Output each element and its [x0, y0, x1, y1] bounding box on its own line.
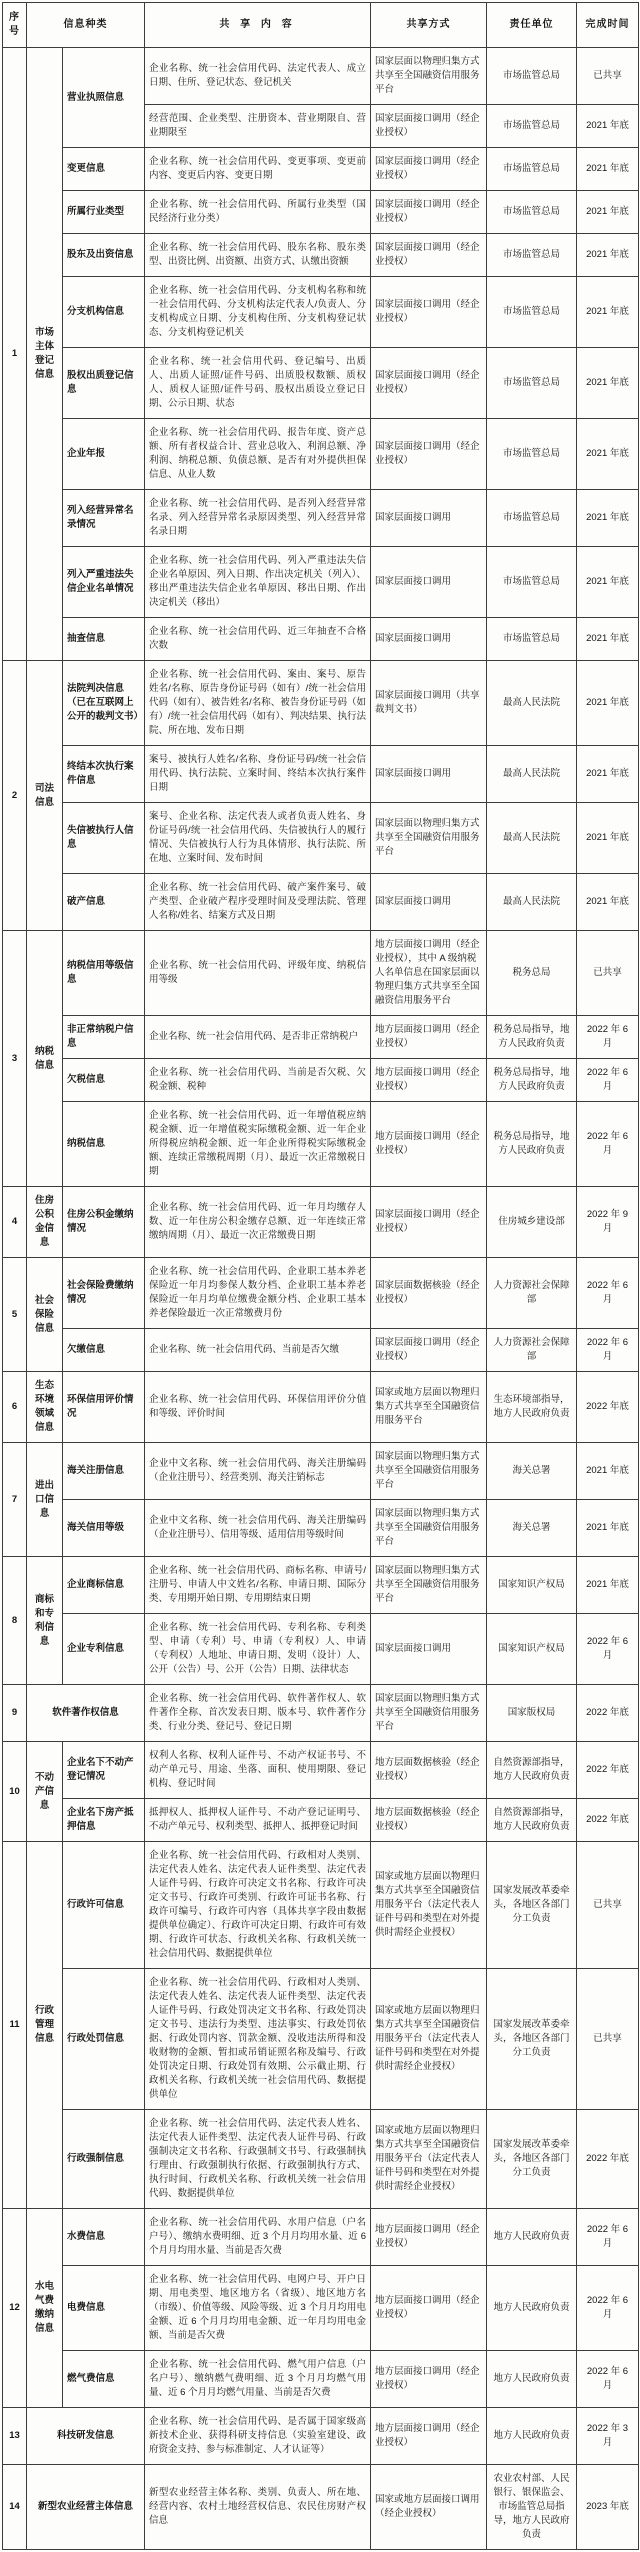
info-type: 企业年报 [63, 419, 145, 490]
completion-time: 2022 年 6 月 [577, 1016, 639, 1059]
responsible-unit: 税务总局 [487, 931, 577, 1016]
info-type: 纳税信息 [63, 1102, 145, 1187]
completion-time: 2021 年底 [577, 234, 639, 277]
responsible-unit: 市场监管总局 [487, 618, 577, 661]
share-method: 地方层面接口调用（经企业授权） [371, 2209, 487, 2266]
share-content: 案号、企业名称、法定代表人或者负责人姓名、身份证号码/统一社会信用代码、失信被执行人的履行情况、失信被执行人行为具体情形、执行法院、所在地、立案时间、发布时间 [145, 803, 371, 874]
share-content: 企业名称、统一社会信用代码、案由、案号、原告姓名/名称、原告身份证号码（如有）/统一社会信用代码（如有）、被告姓名/名称、被告身份证号码（如有）/统一社会信用代码（如有）、判决结果、执行法院、所在地、发布日期 [145, 661, 371, 746]
share-method: 国家或地方层面接口调用（经企业授权） [371, 2465, 487, 2550]
table-row [3, 419, 639, 490]
table-row [3, 746, 639, 803]
info-type: 抽查信息 [63, 618, 145, 661]
completion-time: 2021 年底 [577, 490, 639, 547]
responsible-unit: 市场监管总局 [487, 348, 577, 419]
share-method: 国家或地方层面以物理归集方式共享至全国融资信用服务平台（法定代表人证件号码和类型在对外提供时需经企业授权） [371, 1969, 487, 2110]
completion-time: 2021 年底 [577, 746, 639, 803]
share-method: 地方层面接口调用（经企业授权） [371, 2266, 487, 2351]
info-type: 欠缴信息 [63, 1329, 145, 1372]
info-type: 股东及出资信息 [63, 234, 145, 277]
share-method: 国家层面接口调用（经企业授权） [371, 419, 487, 490]
share-content: 企业名称、统一社会信用代码、所属行业类型（国民经济行业分类） [145, 191, 371, 234]
completion-time: 2021 年底 [577, 348, 639, 419]
completion-time: 2022 年底 [577, 1742, 639, 1799]
info-type: 海关注册信息 [63, 1443, 145, 1500]
share-method: 国家层面接口调用（经企业授权） [371, 105, 487, 148]
group-name: 行政管理信息 [27, 1842, 63, 2209]
completion-time: 2021 年底 [577, 1443, 639, 1500]
share-content: 企业名称、统一社会信用代码、软件著作权人、软件著作全称、首次发表日期、版本号、软件著作分类、行业分类、登记号、登记日期 [145, 1685, 371, 1742]
share-content: 企业名称、统一社会信用代码、近三年抽查不合格次数 [145, 618, 371, 661]
table-row [3, 1557, 639, 1614]
share-content: 企业名称、统一社会信用代码、行政相对人类别、法定代表人姓名、法定代表人证件类型、法定代表人证件号码、行政处罚决定文书名称、行政处罚决定文书号、违法行为类型、违法事实、行政处罚依据、行政处罚内容、罚款金额、没收违法所得和没收财物的金额、暂扣或吊销证照名称及编号、行政处罚决定日期、行政处罚有效期、公示截止期、行政机关名称、行政机关统一社会信用代码、数据提供单位 [145, 1969, 371, 2110]
completion-time: 已共享 [577, 48, 639, 105]
row-serial-number: 12 [3, 2209, 27, 2408]
responsible-unit: 国家知识产权局 [487, 1614, 577, 1685]
group-name: 司法信息 [27, 661, 63, 931]
row-serial-number: 7 [3, 1443, 27, 1557]
completion-time: 已共享 [577, 931, 639, 1016]
info-type: 营业执照信息 [63, 48, 145, 148]
share-method: 地方层面接口调用（经企业授权） [371, 1102, 487, 1187]
info-type: 住房公积金缴纳情况 [63, 1187, 145, 1258]
completion-time: 2022 年 6 月 [577, 1258, 639, 1329]
table-row [3, 1969, 639, 2110]
group-name: 软件著作权信息 [27, 1685, 145, 1742]
share-method: 国家层面接口调用 [371, 547, 487, 618]
completion-time: 已共享 [577, 1969, 639, 2110]
responsible-unit: 最高人民法院 [487, 803, 577, 874]
row-serial-number: 14 [3, 2465, 27, 2550]
table-row [3, 148, 639, 191]
row-serial-number: 11 [3, 1842, 27, 2209]
table-row [3, 1842, 639, 1969]
info-type: 企业名下房产抵押信息 [63, 1799, 145, 1842]
info-type: 企业名下不动产登记情况 [63, 1742, 145, 1799]
info-type: 纳税信用等级信息 [63, 931, 145, 1016]
table-row [3, 234, 639, 277]
responsible-unit: 人力资源社会保障部 [487, 1258, 577, 1329]
row-serial-number: 10 [3, 1742, 27, 1842]
responsible-unit: 市场监管总局 [487, 105, 577, 148]
responsible-unit: 住房城乡建设部 [487, 1187, 577, 1258]
row-serial-number: 5 [3, 1258, 27, 1372]
share-content: 企业名称、统一社会信用代码、燃气用户信息（户名户号）、缴纳燃气费明细、近 3 个月月均燃气用量、近 6 个月月均燃气用量、当前是否欠费 [145, 2351, 371, 2408]
row-serial-number: 3 [3, 931, 27, 1187]
completion-time: 2021 年底 [577, 191, 639, 234]
share-method: 国家层面以物理归集方式共享至全国融资信用服务平台 [371, 1500, 487, 1557]
completion-time: 2021 年底 [577, 1557, 639, 1614]
group-name: 进出口信息 [27, 1443, 63, 1557]
info-type: 行政强制信息 [63, 2110, 145, 2209]
completion-time: 2021 年底 [577, 661, 639, 746]
table-row [3, 618, 639, 661]
table-row [3, 348, 639, 419]
share-content: 企业名称、统一社会信用代码、电网户号、开户日期、用电类型、地区地方名（省级）、地区地方名（市级）、价值等级、风险等级、近 3 个月月均用电金额、近 6 个月月均用电金额、近一年月均用电金额、当前是否欠费 [145, 2266, 371, 2351]
header-row [3, 3, 639, 48]
table-row [3, 2110, 639, 2209]
share-method: 国家层面接口调用 [371, 1614, 487, 1685]
share-method: 国家或地方层面以物理归集方式共享至全国融资信用服务平台（法定代表人证件号码和类型在对外提供时需经企业授权） [371, 1842, 487, 1969]
completion-time: 2022 年底 [577, 1685, 639, 1742]
table-row [3, 2266, 639, 2351]
share-content: 权利人名称、权利人证件号、不动产权证书号、不动产单元号、用途、坐落、面积、使用期限、登记机构、登记时间 [145, 1742, 371, 1799]
share-content: 企业名称、统一社会信用代码、近一年增值税应纳税金额、近一年增值税实际缴税金额、近一年企业所得税应纳税金额、近一年企业所得税实际缴税金额、连续正常缴税周期（月）、最近一次正常缴税日期 [145, 1102, 371, 1187]
table-row [3, 191, 639, 234]
share-content: 企业名称、统一社会信用代码、是否非正常纳税户 [145, 1016, 371, 1059]
header-serial-number: 序号 [3, 3, 27, 48]
responsible-unit: 税务总局指导，地方人民政府负责 [487, 1102, 577, 1187]
completion-time: 2022 年底 [577, 2110, 639, 2209]
share-method: 地方层面接口调用（经企业授权） [371, 1059, 487, 1102]
share-method: 国家或地方层面以物理归集方式共享至全国融资信用服务平台 [371, 1372, 487, 1443]
responsible-unit: 生态环境部指导，地方人民政府负责 [487, 1372, 577, 1443]
share-content: 新型农业经营主体名称、类别、负责人、所在地、经营内容、农村土地经营权信息、农民住房财产权信息 [145, 2465, 371, 2550]
completion-time: 2022 年 6 月 [577, 1614, 639, 1685]
row-serial-number: 4 [3, 1187, 27, 1258]
group-name: 商标和专利信息 [27, 1557, 63, 1685]
share-content: 企业名称、统一社会信用代码、变更事项、变更前内容、变更后内容、变更日期 [145, 148, 371, 191]
info-type: 所属行业类型 [63, 191, 145, 234]
share-content: 企业名称、统一社会信用代码、法定代表人姓名、法定代表人证件类型、法定代表人证件号码、行政强制决定文书名称、行政强制文书号、行政强制执行理由、行政强制执行依据、行政强制执行方式、执行时间、行政机关名称、行政机关统一社会信用代码、数据提供单位 [145, 2110, 371, 2209]
responsible-unit: 税务总局指导，地方人民政府负责 [487, 1059, 577, 1102]
completion-time: 2022 年 6 月 [577, 1059, 639, 1102]
row-serial-number: 13 [3, 2408, 27, 2465]
share-method: 地方层面接口调用（经企业授权） [371, 1016, 487, 1059]
header-info-type: 信息种类 [27, 3, 145, 48]
completion-time: 2021 年底 [577, 803, 639, 874]
share-method: 国家层面以物理归集方式共享至全国融资信用服务平台 [371, 48, 487, 105]
share-content: 企业名称、统一社会信用代码、报告年度、资产总额、所有者权益合计、营业总收入、利润总额、净利润、纳税总额、负债总额、是否有对外提供担保信息、从业人数 [145, 419, 371, 490]
share-method: 国家层面接口调用（经企业授权） [371, 1187, 487, 1258]
completion-time: 2021 年底 [577, 618, 639, 661]
group-name: 住房公积金信息 [27, 1187, 63, 1258]
share-content: 案号、被执行人姓名/名称、身份证号码/统一社会信用代码、执行法院、立案时间、终结本次执行案件日期 [145, 746, 371, 803]
table-row [3, 2351, 639, 2408]
info-sharing-table [2, 2, 639, 2550]
share-content: 经营范围、企业类型、注册资本、营业期限自、营业期限至 [145, 105, 371, 148]
share-method: 国家层面接口调用 [371, 746, 487, 803]
group-name: 社会保险信息 [27, 1258, 63, 1372]
table-row [3, 2209, 639, 2266]
share-content: 企业名称、统一社会信用代码、列入严重违法失信企业名单原因、列入日期、作出决定机关（列入）、移出严重违法失信企业名单原因、移出日期、作出决定机关（移出） [145, 547, 371, 618]
responsible-unit: 海关总署 [487, 1443, 577, 1500]
completion-time: 2021 年底 [577, 419, 639, 490]
completion-time: 2023 年底 [577, 2465, 639, 2550]
group-name: 水电气费缴纳信息 [27, 2209, 63, 2408]
table-row [3, 277, 639, 348]
completion-time: 2022 年 9 月 [577, 1187, 639, 1258]
responsible-unit: 地方人民政府负责 [487, 2408, 577, 2465]
share-method: 国家层面接口调用（经企业授权） [371, 1329, 487, 1372]
table-row [3, 1742, 639, 1799]
share-content: 企业名称、统一社会信用代码、股东名称、股东类型、出资比例、出资额、出资方式、认缴出资额 [145, 234, 371, 277]
table-row [3, 1372, 639, 1443]
completion-time: 2022 年 6 月 [577, 1102, 639, 1187]
row-serial-number: 2 [3, 661, 27, 931]
share-content: 企业名称、统一社会信用代码、商标名称、申请号/注册号、申请人中文姓名/名称、申请日期、国际分类、专用期开始日期、专用期结束日期 [145, 1557, 371, 1614]
table-row [3, 1799, 639, 1842]
responsible-unit: 市场监管总局 [487, 234, 577, 277]
completion-time: 2021 年底 [577, 874, 639, 931]
share-content: 企业名称、统一社会信用代码、登记编号、出质人、出质人证照/证件号码、出质股权数额、质权人、质权人证照/证件号码、股权出质设立登记日期、公示日期、状态 [145, 348, 371, 419]
responsible-unit: 市场监管总局 [487, 148, 577, 191]
completion-time: 2021 年底 [577, 1500, 639, 1557]
info-type: 欠税信息 [63, 1059, 145, 1102]
responsible-unit: 市场监管总局 [487, 277, 577, 348]
group-name: 纳税信息 [27, 931, 63, 1187]
share-content: 企业名称、统一社会信用代码、企业职工基本养老保险近一年月均参保人数分档、企业职工基本养老保险近一年月均单位缴费金额分档、企业职工基本养老保险最近一次正常缴费月份 [145, 1258, 371, 1329]
responsible-unit: 自然资源部指导，地方人民政府负责 [487, 1799, 577, 1842]
share-method: 国家层面接口调用（经企业授权） [371, 277, 487, 348]
info-type: 列入经营异常名录情况 [63, 490, 145, 547]
table-row [3, 931, 639, 1016]
info-type: 终结本次执行案件信息 [63, 746, 145, 803]
share-method: 国家层面接口调用 [371, 874, 487, 931]
table-row [3, 490, 639, 547]
share-method: 国家层面接口调用（经企业授权） [371, 191, 487, 234]
table-row [3, 1329, 639, 1372]
table-header [3, 3, 639, 48]
completion-time: 2022 年底 [577, 1372, 639, 1443]
share-method: 国家层面数据核验（经企业授权） [371, 1258, 487, 1329]
info-type: 行政处罚信息 [63, 1969, 145, 2110]
responsible-unit: 市场监管总局 [487, 191, 577, 234]
table-row [3, 1500, 639, 1557]
info-type: 燃气费信息 [63, 2351, 145, 2408]
header-completion-time: 完成时间 [577, 3, 639, 48]
completion-time: 2022 年 6 月 [577, 2209, 639, 2266]
table-body [3, 48, 639, 2550]
group-name: 不动产信息 [27, 1742, 63, 1842]
group-name: 市场主体登记信息 [27, 48, 63, 661]
share-method: 地方层面数据核验（经企业授权） [371, 1799, 487, 1842]
row-serial-number: 1 [3, 48, 27, 661]
share-content: 企业名称、统一社会信用代码、是否属于国家级高新技术企业、获得科研支持信息（实验室建设、政府资金支持、参与标准制定、人才认证等） [145, 2408, 371, 2465]
info-type: 海关信用等级 [63, 1500, 145, 1557]
table-row [3, 1102, 639, 1187]
share-method: 国家层面接口调用（共享裁判文书） [371, 661, 487, 746]
responsible-unit: 人力资源社会保障部 [487, 1329, 577, 1372]
header-share-content: 共 享 内 容 [145, 3, 371, 48]
info-type: 法院判决信息（已在互联网上公开的裁判文书） [63, 661, 145, 746]
info-type: 环保信用评价情况 [63, 1372, 145, 1443]
share-content: 企业名称、统一社会信用代码、行政相对人类别、法定代表人姓名、法定代表人证件类型、法定代表人证件号码、行政许可决定文书名称、行政许可决定文书号、行政许可类别、行政许可证书名称、行政许可编号、行政许可内容（具体共享字段由数据提供单位确定）、行政许可决定日期、行政许可有效期、行政许可状态、行政机关名称、行政机关统一社会信用代码、数据提供单位 [145, 1842, 371, 1969]
row-serial-number: 6 [3, 1372, 27, 1443]
share-method: 国家层面接口调用（经企业授权） [371, 148, 487, 191]
share-method: 地方层面数据核验（经企业授权） [371, 1742, 487, 1799]
responsible-unit: 最高人民法院 [487, 661, 577, 746]
completion-time: 2022 年 6 月 [577, 2266, 639, 2351]
completion-time: 2021 年底 [577, 105, 639, 148]
responsible-unit: 市场监管总局 [487, 490, 577, 547]
share-method: 国家层面接口调用（经企业授权） [371, 348, 487, 419]
table-row [3, 1443, 639, 1500]
share-content: 企业中文名称、统一社会信用代码、海关注册编码（企业注册号）、经营类别、海关注销标志 [145, 1443, 371, 1500]
header-responsible-unit: 责任单位 [487, 3, 577, 48]
completion-time: 2022 年 3 月 [577, 2408, 639, 2465]
share-method: 地方层面接口调用（经企业授权） [371, 2408, 487, 2465]
share-content: 企业名称、统一社会信用代码、环保信用评价分值和等级、评价时间 [145, 1372, 371, 1443]
table-row [3, 1685, 639, 1742]
responsible-unit: 海关总署 [487, 1500, 577, 1557]
completion-time: 2022 年 6 月 [577, 1329, 639, 1372]
share-method: 地方层面接口调用（经企业授权） [371, 2351, 487, 2408]
responsible-unit: 最高人民法院 [487, 874, 577, 931]
completion-time: 已共享 [577, 1842, 639, 1969]
responsible-unit: 税务总局指导，地方人民政府负责 [487, 1016, 577, 1059]
completion-time: 2021 年底 [577, 148, 639, 191]
share-content: 企业名称、统一社会信用代码、当前是否欠缴 [145, 1329, 371, 1372]
table-row [3, 1187, 639, 1258]
info-type: 非正常纳税户信息 [63, 1016, 145, 1059]
responsible-unit: 国家发展改革委牵头，各地区各部门分工负责 [487, 1969, 577, 2110]
share-content: 企业名称、统一社会信用代码、是否列入经营异常名录、列入经营异常名录原因类型、列入经营异常名录日期 [145, 490, 371, 547]
share-method: 地方层面接口调用（经企业授权），其中 A 级纳税人名单信息在国家层面以物理归集方式共享至全国融资信用服务平台 [371, 931, 487, 1016]
info-type: 企业商标信息 [63, 1557, 145, 1614]
responsible-unit: 国家发展改革委牵头，各地区各部门分工负责 [487, 1842, 577, 1969]
share-content: 抵押权人、抵押权人证件号、不动产登记证明号、不动产单元号、权利类型、抵押人、抵押登记时间 [145, 1799, 371, 1842]
info-type: 列入严重违法失信企业名单情况 [63, 547, 145, 618]
share-content: 企业名称、统一社会信用代码、破产案件案号、破产类型、企业破产程序受理时间及受理法院、管理人名称/姓名、结案方式及日期 [145, 874, 371, 931]
share-method: 国家层面接口调用 [371, 618, 487, 661]
responsible-unit: 国家知识产权局 [487, 1557, 577, 1614]
info-type: 社会保险费缴纳情况 [63, 1258, 145, 1329]
responsible-unit: 地方人民政府负责 [487, 2266, 577, 2351]
completion-time: 2022 年底 [577, 1799, 639, 1842]
row-serial-number: 9 [3, 1685, 27, 1742]
group-name: 新型农业经营主体信息 [27, 2465, 145, 2550]
responsible-unit: 地方人民政府负责 [487, 2351, 577, 2408]
table-row [3, 547, 639, 618]
share-content: 企业名称、统一社会信用代码、分支机构名称和统一社会信用代码、分支机构法定代表人/负责人、分支机构成立日期、分支机构住所、分支机构登记状态、分支机构登记机关 [145, 277, 371, 348]
info-type: 行政许可信息 [63, 1842, 145, 1969]
completion-time: 2022 年 6 月 [577, 2351, 639, 2408]
share-method: 国家层面接口调用 [371, 490, 487, 547]
responsible-unit: 最高人民法院 [487, 746, 577, 803]
responsible-unit: 国家版权局 [487, 1685, 577, 1742]
table-row [3, 48, 639, 105]
table-row [3, 2465, 639, 2550]
share-method: 国家层面接口调用（经企业授权） [371, 234, 487, 277]
share-method: 国家层面以物理归集方式共享至全国融资信用服务平台 [371, 1557, 487, 1614]
table-row [3, 1016, 639, 1059]
share-method: 国家层面以物理归集方式共享至全国融资信用服务平台 [371, 1685, 487, 1742]
responsible-unit: 自然资源部指导，地方人民政府负责 [487, 1742, 577, 1799]
share-content: 企业名称、统一社会信用代码、水用户信息（户名户号）、缴纳水费明细、近 3 个月月均用水量、近 6 个月月均用水量、当前是否欠费 [145, 2209, 371, 2266]
responsible-unit: 市场监管总局 [487, 547, 577, 618]
share-method: 国家层面以物理归集方式共享至全国融资信用服务平台 [371, 1443, 487, 1500]
responsible-unit: 市场监管总局 [487, 48, 577, 105]
share-content: 企业名称、统一社会信用代码、专利名称、专利类型、申请（专利）号、申请（专利权）人、申请（专利权）人地址、申请日期、发明（设计）人、公开（公告）号、公开（公告）日期、法律状态 [145, 1614, 371, 1685]
table-row [3, 1059, 639, 1102]
table-row [3, 2408, 639, 2465]
share-content: 企业名称、统一社会信用代码、当前是否欠税、欠税金额、税种 [145, 1059, 371, 1102]
table-row [3, 661, 639, 746]
share-content: 企业名称、统一社会信用代码、评级年度、纳税信用等级 [145, 931, 371, 1016]
share-content: 企业名称、统一社会信用代码、近一年月均缴存人数、近一年住房公积金缴存总额、近一年连续正常缴纳周期（月）、最近一次正常缴费日期 [145, 1187, 371, 1258]
responsible-unit: 地方人民政府负责 [487, 2209, 577, 2266]
share-content: 企业名称、统一社会信用代码、法定代表人、成立日期、住所、登记状态、登记机关 [145, 48, 371, 105]
completion-time: 2021 年底 [577, 277, 639, 348]
group-name: 科技研发信息 [27, 2408, 145, 2465]
info-type: 破产信息 [63, 874, 145, 931]
info-type: 水费信息 [63, 2209, 145, 2266]
info-type: 变更信息 [63, 148, 145, 191]
completion-time: 2021 年底 [577, 547, 639, 618]
info-type: 股权出质登记信息 [63, 348, 145, 419]
info-type: 企业专利信息 [63, 1614, 145, 1685]
table-row [3, 803, 639, 874]
info-type: 分支机构信息 [63, 277, 145, 348]
responsible-unit: 农业农村部、人民银行、银保监会、市场监管总局指导，地方人民政府负责 [487, 2465, 577, 2550]
info-type: 电费信息 [63, 2266, 145, 2351]
table-row [3, 1614, 639, 1685]
share-content: 企业中文名称、统一社会信用代码、海关注册编码（企业注册号）、信用等级、适用信用等级时间 [145, 1500, 371, 1557]
info-type: 失信被执行人信息 [63, 803, 145, 874]
responsible-unit: 市场监管总局 [487, 419, 577, 490]
group-name: 生态环境领域信息 [27, 1372, 63, 1443]
table-row [3, 1258, 639, 1329]
table-row [3, 874, 639, 931]
share-method: 国家或地方层面以物理归集方式共享至全国融资信用服务平台（法定代表人证件号码和类型在对外提供时需经企业授权） [371, 2110, 487, 2209]
share-method: 国家层面以物理归集方式共享至全国融资信用服务平台 [371, 803, 487, 874]
header-share-method: 共享方式 [371, 3, 487, 48]
row-serial-number: 8 [3, 1557, 27, 1685]
responsible-unit: 国家发展改革委牵头，各地区各部门分工负责 [487, 2110, 577, 2209]
